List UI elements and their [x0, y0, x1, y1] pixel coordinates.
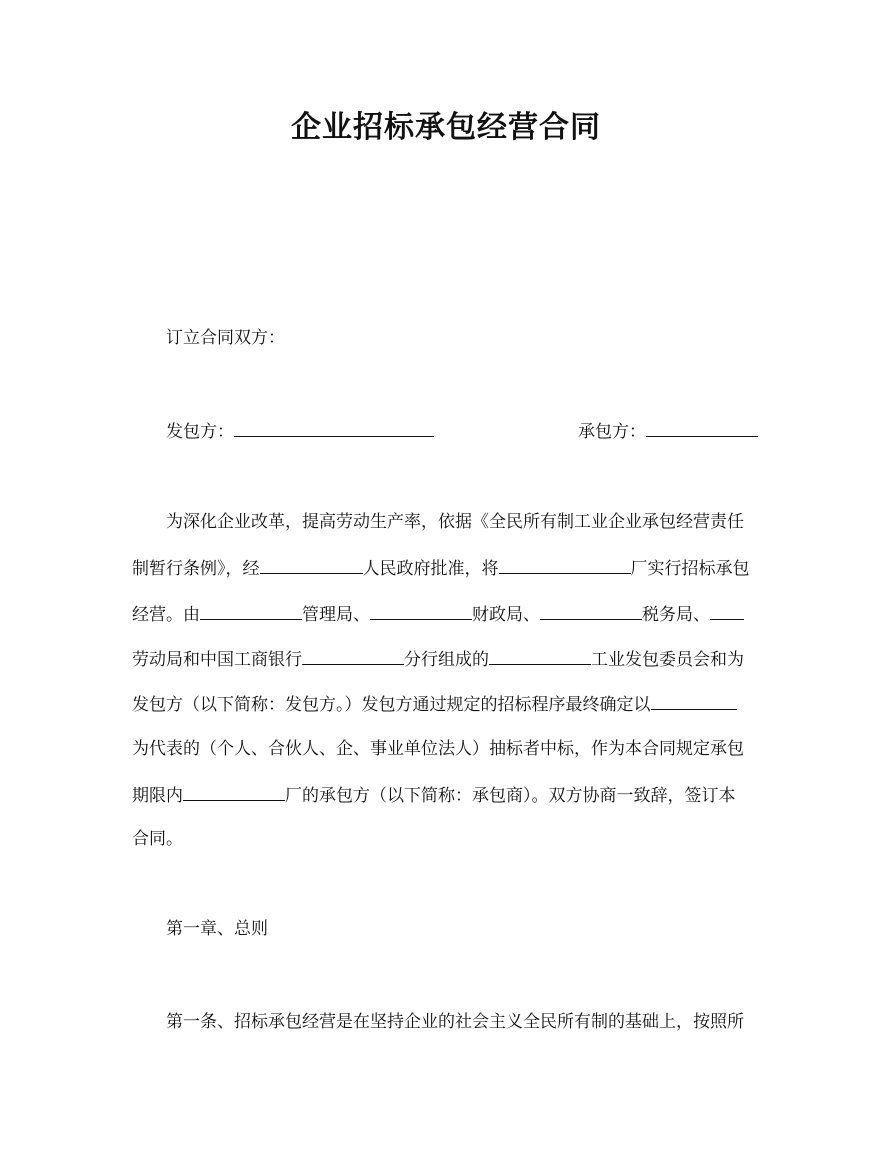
committee-blank — [489, 646, 591, 665]
article-1: 第一条、招标承包经营是在坚持企业的社会主义全民所有制的基础上，按照所 — [166, 1012, 744, 1032]
party-a-label: 发包方： — [166, 422, 234, 442]
approving-government-blank — [260, 555, 363, 574]
party-b-line — [578, 418, 758, 444]
tax-bureau-blank — [540, 601, 642, 620]
preamble-line-3: 经营。由 管理局、 财政局、 税务局、 — [132, 601, 772, 627]
preamble-line-5: 发包方（以下简称：发包方。）发包方通过规定的招标程序最终确定以 — [132, 691, 772, 717]
bank-branch-blank — [302, 646, 404, 665]
labor-bureau-blank — [710, 601, 744, 620]
representative-blank — [651, 691, 737, 710]
document-title: 企业招标承包经营合同 — [291, 110, 601, 145]
preamble-line-7: 期限内 厂的承包方（以下简称：承包商）。双方协商一致辞，签订本 — [132, 782, 772, 808]
preamble-line-8: 合同。 — [132, 829, 183, 849]
party-b-label: 承包方： — [578, 422, 646, 442]
preamble-line-1: 为深化企业改革，提高劳动生产率，依据《全民所有制工业企业承包经营责任 — [166, 512, 744, 532]
party-a-blank — [234, 418, 434, 437]
contract-factory-blank — [183, 782, 285, 801]
admin-bureau-blank — [200, 601, 302, 620]
preamble-line-4: 劳动局和中国工商银行 分行组成的 工业发包委员会和为 — [132, 646, 772, 672]
chapter-heading: 第一章、总则 — [166, 919, 268, 939]
party-b-blank — [646, 418, 758, 437]
finance-bureau-blank — [370, 601, 472, 620]
parties-heading: 订立合同双方： — [166, 328, 285, 348]
preamble-line-6: 为代表的（个人、合伙人、企、事业单位法人）抽标者中标，作为本合同规定承包 — [132, 739, 744, 759]
factory-name-blank — [499, 555, 631, 574]
preamble-line-2: 制暂行条例》，经 人民政府批准，将 厂实行招标承包 — [132, 555, 772, 581]
